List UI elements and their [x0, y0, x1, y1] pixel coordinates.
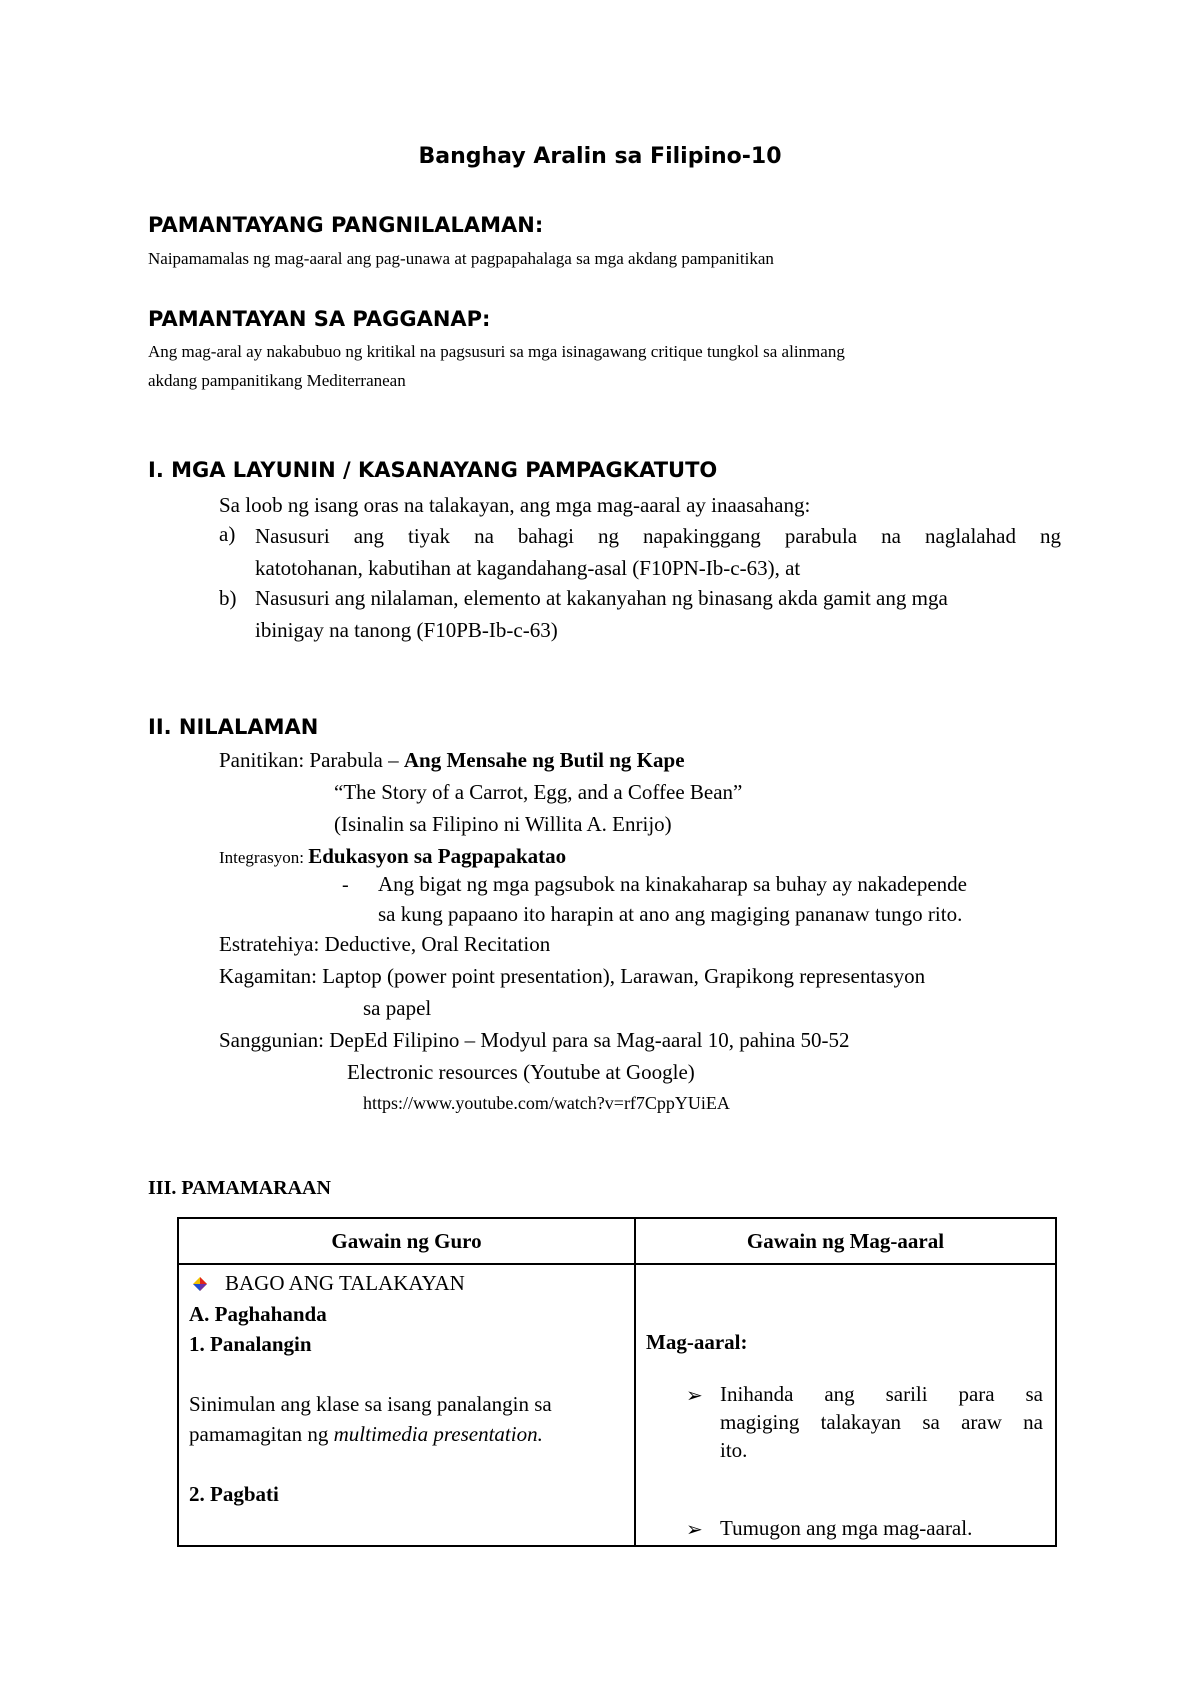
desc-prefix: pamamagitan ng — [189, 1422, 334, 1446]
step-panalangin: 1. Panalangin — [189, 1332, 312, 1356]
sanggunian-line2: Electronic resources (Youtube at Google) — [347, 1060, 695, 1084]
objective-label: b) — [219, 586, 237, 610]
panitikan-title: Ang Mensahe ng Butil ng Kape — [403, 748, 685, 772]
reference-link[interactable]: https://www.youtube.com/watch?v=rf7CppYUiEA — [363, 1093, 730, 1113]
arrow-bullet-icon: ➢ — [686, 1385, 703, 1407]
performance-standard-line2: akdang pampanitikang Mediterranean — [148, 371, 406, 390]
student-response1-line3: ito. — [720, 1438, 748, 1462]
objectives-heading: I. MGA LAYUNIN / KASANAYANG PAMPAGKATUTO — [148, 458, 718, 482]
kagamitan-line1: Kagamitan: Laptop (power point presentation), Larawan, Grapikong representasyon — [219, 964, 926, 988]
kagamitan-line2: sa papel — [363, 996, 432, 1020]
objective-text-line1: Nasusuri ang nilalaman, elemento at kakanyahan ng binasang akda gamit ang mga — [255, 586, 948, 610]
integrasyon-bullet-line2: sa kung papaano ito harapin at ano ang magiging pananaw tungo rito. — [378, 902, 963, 926]
header-teacher: Gawain ng Guro — [178, 1218, 635, 1264]
student-response2: Tumugon ang mga mag-aaral. — [720, 1516, 973, 1540]
translator-credit: (Isinalin sa Filipino ni Willita A. Enrijo) — [334, 812, 672, 836]
content-standard-text: Naipamamalas ng mag-aaral ang pag-unawa at pagpapahalaga sa mga akdang pampanitikan — [148, 249, 774, 268]
diamond-bullet-icon — [193, 1277, 207, 1291]
panitikan-label: Panitikan: Parabula – — [219, 748, 404, 772]
student-response1-line1: Inihanda ang sarili para sa — [720, 1382, 1043, 1406]
content-heading: II. NILALAMAN — [148, 715, 319, 739]
objectives-intro: Sa loob ng isang oras na talakayan, ang mga mag-aaral ay inaasahang: — [219, 493, 811, 517]
integrasyon-bullet-line1: Ang bigat ng mga pagsubok na kinakaharap sa buhay ay nakadepende — [378, 872, 967, 896]
table-row — [178, 1264, 1056, 1546]
student-response1-line2: magiging talakayan sa araw na — [720, 1410, 1043, 1434]
estratehiya-line: Estratehiya: Deductive, Oral Recitation — [219, 932, 551, 956]
sanggunian-line1: Sanggunian: DepEd Filipino – Modyul para sa Mag-aaral 10, pahina 50-52 — [219, 1028, 850, 1052]
objective-text-line1: Nasusuri ang tiyak na bahagi ng napakinggang parabula na naglalahad ng — [255, 524, 1061, 548]
desc-italic: multimedia presentation. — [333, 1422, 543, 1446]
bullet-dash: - — [342, 874, 349, 896]
teacher-desc-line1: Sinimulan ang klase sa isang panalangin sa — [189, 1392, 552, 1416]
procedure-heading: III. PAMAMARAAN — [148, 1177, 331, 1199]
objective-text-line2: ibinigay na tanong (F10PB-Ib-c-63) — [255, 618, 558, 642]
integrasyon-label: Integrasyon: — [219, 848, 309, 867]
student-label: Mag-aaral: — [646, 1330, 748, 1354]
story-english-title: “The Story of a Carrot, Egg, and a Coffee Bean” — [334, 780, 743, 804]
objective-text-line2: katotohanan, kabutihan at kagandahang-asal (F10PN-Ib-c-63), at — [255, 556, 801, 580]
part-label: A. Paghahanda — [189, 1302, 327, 1326]
phase-label: BAGO ANG TALAKAYAN — [225, 1271, 465, 1295]
procedure-table — [177, 1217, 1057, 1547]
arrow-bullet-icon: ➢ — [686, 1519, 703, 1541]
teacher-cell — [178, 1264, 635, 1546]
step-pagbati: 2. Pagbati — [189, 1482, 279, 1506]
document-title: Banghay Aralin sa Filipino-10 — [418, 144, 782, 169]
performance-standard-heading: PAMANTAYAN SA PAGGANAP: — [148, 307, 491, 331]
performance-standard-line1: Ang mag-aral ay nakabubuo ng kritikal na pagsusuri sa mga isinagawang critique tungkol sa alinmang — [148, 342, 845, 361]
objective-label: a) — [219, 522, 236, 546]
integrasyon-value: Edukasyon sa Pagpapakatao — [308, 844, 567, 868]
header-student: Gawain ng Mag-aaral — [635, 1218, 1056, 1264]
panitikan-line — [219, 748, 685, 773]
content-standard-heading: PAMANTAYANG PANGNILALAMAN: — [148, 213, 544, 237]
table-header-row — [178, 1218, 1056, 1264]
student-cell — [635, 1264, 1056, 1546]
integrasyon-line — [219, 844, 566, 869]
teacher-desc-line2 — [189, 1422, 543, 1447]
